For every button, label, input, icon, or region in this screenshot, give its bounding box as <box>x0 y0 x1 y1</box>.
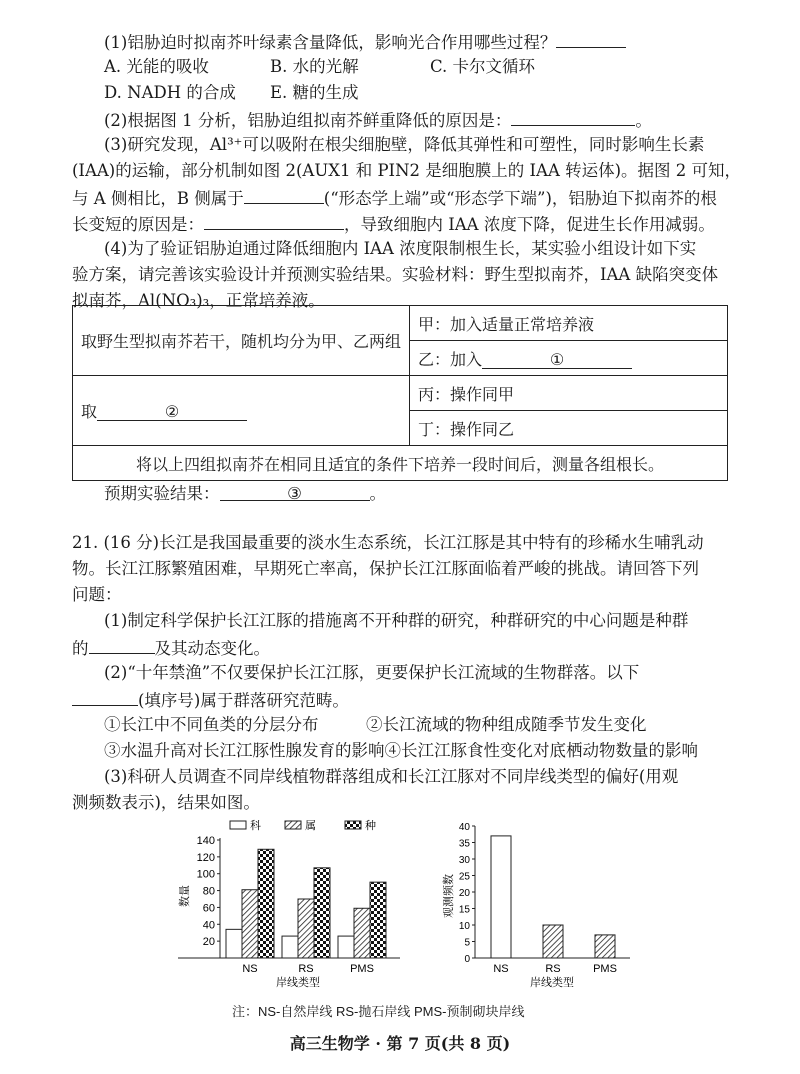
q3-line3 <box>72 185 717 211</box>
q21-options-row1 <box>104 713 647 737</box>
q4-line2: 验方案，请完善该实验设计并预测实验结果。实验材料：野生型拟南芥，IAA 缺陷突变体 <box>72 265 719 284</box>
q1-options-row1 <box>104 55 535 79</box>
q3-line4 <box>72 211 715 237</box>
q4-line3: 拟南芥，Al(NO₃)₃，正常培养液。 <box>72 291 325 310</box>
chart1-y-tick-label: 60 <box>202 902 215 915</box>
table-cell-ding: 丁：操作同乙 <box>410 411 728 446</box>
page-footer: 高三生物学 · 第 7 页(共 8 页) <box>289 1034 511 1053</box>
chart2-y-tick-label: 25 <box>458 871 470 883</box>
table-group-mutant <box>73 376 410 446</box>
q3-blank-side[interactable] <box>244 185 324 204</box>
chart2-x-tick-label: RS <box>545 963 561 975</box>
table-cell-bing: 丙：操作同甲 <box>410 376 728 411</box>
chart1-y-tick-label: 120 <box>196 851 215 864</box>
q2-answer-blank[interactable] <box>511 107 635 126</box>
q21-line1: 21. (16 分)长江是我国最重要的淡水生态系统，长江江豚是其中特有的珍稀水生哺乳动 <box>72 533 704 552</box>
q21-option-2: ②长江流域的物种组成随季节发生变化 <box>366 715 647 734</box>
q21-blank-1[interactable] <box>89 635 155 654</box>
blank-marker-1: ① <box>549 349 565 369</box>
chart2-x-tick-label: NS <box>493 963 509 975</box>
blank-marker-2: ② <box>164 402 180 421</box>
q1-option-e: E. 糖的生成 <box>270 83 359 102</box>
chart1-legend-swatch-0 <box>230 821 246 829</box>
charts-area <box>170 818 640 1012</box>
chart2-x-axis-label: 岸线类型 <box>530 977 574 989</box>
q4-line1: (4)为了验证铝胁迫通过降低细胞内 IAA 浓度限制根生长，某实验小组设计如下实 <box>104 239 697 258</box>
experiment-table <box>72 305 728 481</box>
chart1-bar-RS-属 <box>298 899 314 958</box>
chart1-x-tick-label: RS <box>298 963 314 975</box>
q21-p1-line2 <box>72 635 270 661</box>
chart2-x-tick-label: PMS <box>593 963 617 975</box>
blank-marker-3: ③ <box>287 484 302 503</box>
chart2-y-tick-label: 35 <box>458 838 470 850</box>
chart1-bar-PMS-属 <box>354 908 370 958</box>
q2-text: (2)根据图 1 分析，铝胁迫组拟南芥鲜重降低的原因是： <box>104 111 512 130</box>
table-blank-1[interactable] <box>482 350 632 369</box>
table-group-wild: 取野生型拟南芥若干，随机均分为甲、乙两组 <box>73 306 410 376</box>
chart1-y-tick-label: 20 <box>202 936 215 949</box>
q21-options-row2: ③水温升高对长江江豚性腺发育的影响④长江江豚食性变化对底栖动物数量的影响 <box>104 741 698 760</box>
q21-p2-line1: (2)“十年禁渔”不仅要保护长江江豚，更要保护长江流域的生物群落。以下 <box>104 663 640 682</box>
table-cell-jia: 甲：加入适量正常培养液 <box>410 306 728 341</box>
table-yi-label: 乙：加入 <box>418 349 483 369</box>
expected-results <box>104 482 386 506</box>
q1-options-row2 <box>104 81 359 105</box>
chart2-y-axis-label: 观测频数 <box>443 874 455 918</box>
q21-blank-2[interactable] <box>72 687 138 706</box>
chart1-y-tick-label: 100 <box>196 868 215 881</box>
q1-option-c: C. 卡尔文循环 <box>430 57 536 76</box>
q1-option-a: A. 光能的吸收 <box>104 57 209 76</box>
q3-line4-end: ，导致细胞内 IAA 浓度下降，促进生长作用减弱。 <box>344 215 715 234</box>
chart1-bar-NS-属 <box>242 890 258 958</box>
charts-svg <box>170 818 640 1008</box>
chart1-legend-label: 科 <box>250 820 261 832</box>
chart1-bar-NS-科 <box>226 929 242 958</box>
q1-text: (1)铝胁迫时拟南芥叶绿素含量降低，影响光合作用哪些过程？ <box>104 33 557 52</box>
q21-p3-line1: (3)科研人员调查不同岸线植物群落组成和长江江豚对不同岸线类型的偏好(用观 <box>104 767 679 786</box>
chart2-y-tick-label: 10 <box>458 921 470 932</box>
chart1-x-tick-label: PMS <box>350 963 374 975</box>
chart1-bar-NS-种 <box>258 849 274 958</box>
q3-line2: (IAA)的运输，部分机制如图 2(AUX1 和 PIN2 是细胞膜上的 IAA 转运体)。据图 2 可知， <box>72 161 742 180</box>
table-blank-2[interactable] <box>97 402 247 421</box>
chart2-y-tick-label: 30 <box>458 855 470 866</box>
q21-p2-end: (填序号)属于群落研究范畴。 <box>138 691 349 710</box>
chart2-bar-RS <box>543 925 563 958</box>
chart1-bar-PMS-科 <box>338 936 354 958</box>
chart2-y-tick-label: 5 <box>464 937 470 949</box>
chart2-bar-NS <box>491 836 511 958</box>
chart1-y-tick-label: 40 <box>202 919 215 932</box>
q1-option-b: B. 水的光解 <box>270 57 359 76</box>
q1-option-d: D. NADH 的合成 <box>104 83 236 102</box>
q3-line3-start: 与 A 侧相比，B 侧属于 <box>72 189 244 208</box>
chart1-x-axis-label: 岸线类型 <box>276 977 320 989</box>
q3-line3-end: (“形态学上端”或“形态学下端”)，铝胁迫下拟南芥的根 <box>323 189 717 208</box>
chart2-bar-PMS <box>595 935 615 958</box>
chart1-legend-swatch-1 <box>285 821 301 829</box>
chart1-y-tick-label: 140 <box>196 835 215 847</box>
q21-line2: 物。长江江豚繁殖困难，早期死亡率高，保护长江江豚面临着严峻的挑战。请回答下列 <box>72 559 699 578</box>
q3-line4-start: 长变短的原因是： <box>72 215 204 234</box>
chart1-legend-swatch-2 <box>345 821 361 829</box>
chart2-y-tick-label: 20 <box>458 888 470 899</box>
chart1-y-axis-label: 数量 <box>179 885 191 907</box>
q21-p2-line2 <box>72 687 349 713</box>
q21-p3-line2: 测频数表示)，结果如图。 <box>72 793 260 812</box>
chart2-y-tick-label: 15 <box>458 904 470 916</box>
chart1-x-tick-label: NS <box>242 963 258 975</box>
q3-blank-reason[interactable] <box>204 211 344 230</box>
q2-period: 。 <box>635 111 652 130</box>
expected-period: 。 <box>369 484 386 503</box>
q21-p1-end: 及其动态变化。 <box>154 639 270 658</box>
q1-stem <box>104 29 626 55</box>
q21-p1-line1: (1)制定科学保护长江江豚的措施离不开种群的研究，种群研究的中心问题是种群 <box>104 611 689 630</box>
q2-stem <box>104 107 652 133</box>
table-left2-label: 取 <box>81 402 98 421</box>
chart2-y-tick-label: 0 <box>464 954 470 965</box>
chart1-y-tick-label: 80 <box>202 885 215 898</box>
table-cell-yi <box>410 341 728 376</box>
q1-answer-blank[interactable] <box>556 29 626 48</box>
chart1-legend-label: 属 <box>305 820 316 832</box>
chart1-bar-RS-种 <box>314 868 330 958</box>
q21-option-1: ①长江中不同鱼类的分层分布 <box>104 715 319 734</box>
chart1-bar-PMS-种 <box>370 882 386 958</box>
chart2-y-tick-label: 40 <box>458 822 470 833</box>
q21-line3: 问题： <box>72 585 122 604</box>
expected-blank[interactable] <box>220 482 370 501</box>
q21-p1-start: 的 <box>72 639 89 658</box>
chart1-legend-label: 种 <box>365 820 376 832</box>
table-bottom-instruction: 将以上四组拟南芥在相同且适宜的条件下培养一段时间后，测量各组根长。 <box>73 446 728 481</box>
expected-label: 预期实验结果： <box>104 484 220 503</box>
chart1-bar-RS-科 <box>282 936 298 958</box>
q3-line1: (3)研究发现，Al³⁺可以吸附在根尖细胞壁，降低其弹性和可塑性，同时影响生长素 <box>104 135 705 154</box>
chart-note: 注：NS-自然岸线 RS-抛石岸线 PMS-预制砌块岸线 <box>232 1004 525 1019</box>
